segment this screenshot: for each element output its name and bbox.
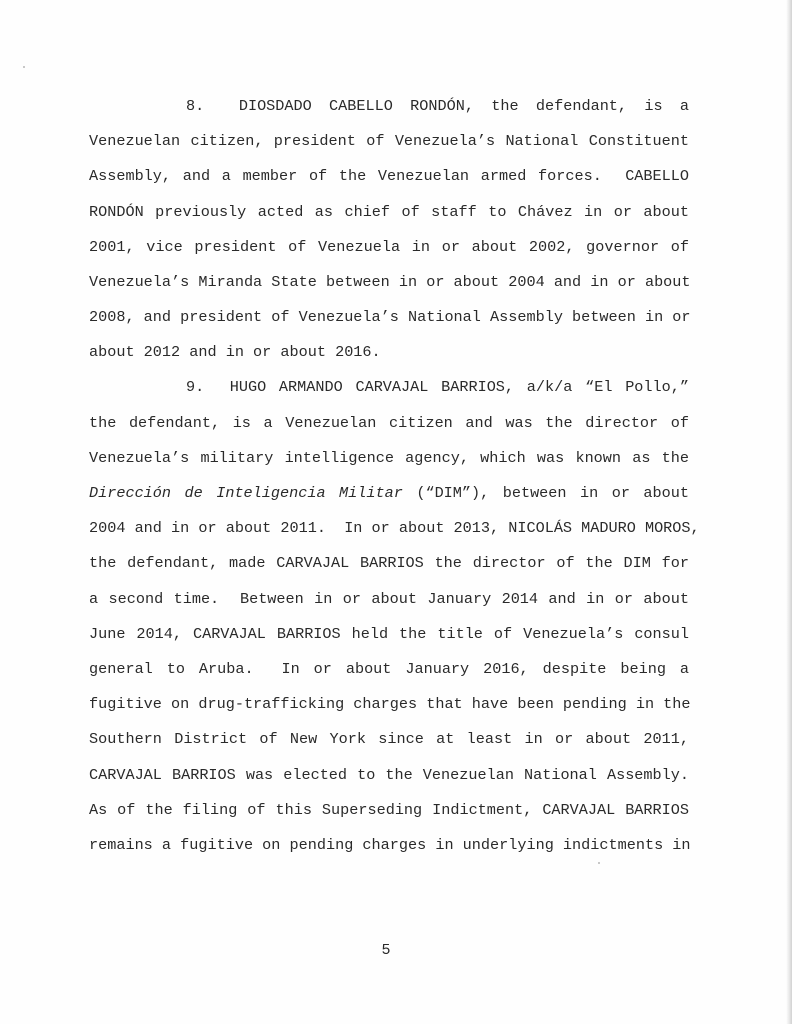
paragraph-9-line-13: As of the filing of this Superseding Indictment, CARVAJAL BARRIOS: [89, 801, 689, 819]
paragraph-9-line-3: Venezuela’s military intelligence agency, which was known as the: [89, 449, 689, 467]
paragraph-9-line-7: a second time. Between in or about January 2014 and in or about: [89, 590, 689, 608]
paragraph-9-line-2: the defendant, is a Venezuelan citizen and was the director of: [89, 414, 689, 432]
paragraph-9-line-6: the defendant, made CARVAJAL BARRIOS the director of the DIM for: [89, 554, 689, 572]
paragraph-8-line-2: Venezuelan citizen, president of Venezuela’s National Constituent: [89, 132, 689, 150]
paragraph-9-line-4: [89, 484, 689, 502]
paragraph-8-line-4: RONDÓN previously acted as chief of staff to Chávez in or about: [89, 203, 689, 221]
paragraph-8-line-5: 2001, vice president of Venezuela in or about 2002, governor of: [89, 238, 689, 256]
paragraph-9-line-8: June 2014, CARVAJAL BARRIOS held the title of Venezuela’s consul: [89, 625, 689, 643]
scan-speck: [23, 66, 25, 68]
paragraph-9-line-12: CARVAJAL BARRIOS was elected to the Venezuelan National Assembly.: [89, 766, 689, 784]
paragraph-9-line-10: fugitive on drug-trafficking charges that have been pending in the: [89, 695, 691, 713]
paragraph-8-line-8: about 2012 and in or about 2016.: [89, 343, 381, 361]
paragraph-9-line-14: remains a fugitive on pending charges in underlying indictments in: [89, 836, 691, 854]
page-number: 5: [381, 942, 391, 959]
paragraph-8-line-3: Assembly, and a member of the Venezuelan armed forces. CABELLO: [89, 167, 689, 185]
paragraph-8-line-1: 8. DIOSDADO CABELLO RONDÓN, the defendant, is a: [186, 97, 689, 115]
scan-edge-shadow: [786, 0, 792, 1024]
paragraph-8-line-7: 2008, and president of Venezuela’s National Assembly between in or: [89, 308, 691, 326]
paragraph-9-line-5: 2004 and in or about 2011. In or about 2013, NICOLÁS MADURO MOROS,: [89, 519, 700, 537]
paragraph-9-line-9: general to Aruba. In or about January 2016, despite being a: [89, 660, 689, 678]
paragraph-9-line-11: Southern District of New York since at least in or about 2011,: [89, 730, 689, 748]
scan-speck: [598, 862, 600, 864]
paragraph-9-line-1: 9. HUGO ARMANDO CARVAJAL BARRIOS, a/k/a “El Pollo,”: [186, 378, 689, 396]
line-continuation: (“DIM”), between in or about: [402, 484, 689, 502]
italic-agency-name: Dirección de Inteligencia Militar: [89, 484, 403, 502]
paragraph-8-line-6: Venezuela’s Miranda State between in or about 2004 and in or about: [89, 273, 691, 291]
